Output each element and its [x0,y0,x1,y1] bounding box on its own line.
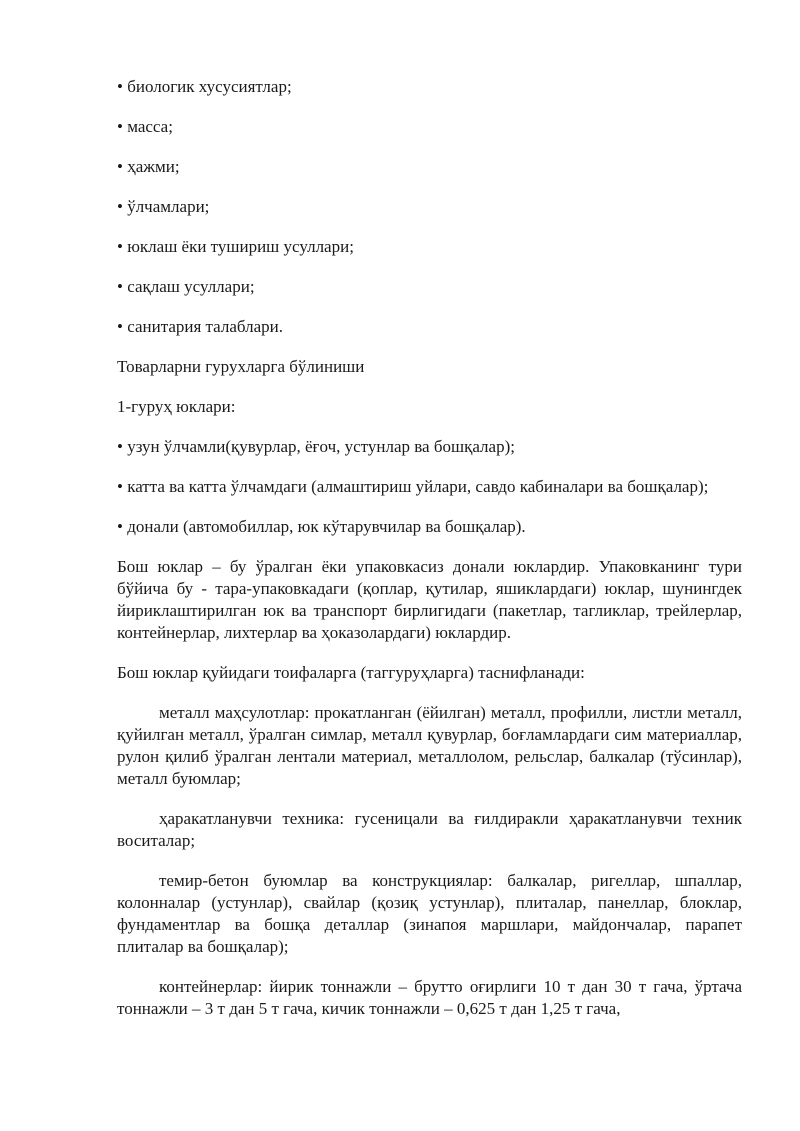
bullet-biological-properties: • биологик хусусиятлар; [117,77,292,96]
bullet-storage-methods: • сақлаш усуллари; [117,277,255,296]
bullet-piece-goods: • донали (автомобиллар, юк кўтарувчилар ва бошқалар). [117,517,526,536]
paragraph-containers: контейнерлар: йирик тоннажли – брутто оғирлиги 10 т дан 30 т гача, ўртача тоннажли – 3 т дан 5 т гача, кичик тоннажли – 0,625 т дан 1,25 т гача, [117,977,742,1018]
paragraph-reinforced-concrete: темир-бетон буюмлар ва конструкциялар: балкалар, ригеллар, шпаллар, колонналар (устунлар), свайлар (қозиқ устунлар), плиталар, панеллар, блоклар, фундаментлар ва бошқа деталлар (зинапоя маршлари, майдончалар, парапет плиталар ва бошқалар); [117,871,742,956]
section-heading: Товарларни гурухларга бўлиниши [117,357,365,376]
document-body [117,76,742,1038]
paragraph-classification: Бош юклар қуйидаги тоифаларга (таггуруҳларга) таснифланади: [117,663,585,682]
bullet-loading-methods: • юклаш ёки тушириш усуллари; [117,237,354,256]
paragraph-metal-products: металл маҳсулотлар: прокатланган (ёйилган) металл, профилли, листли металл, қуйилган металл, ўралган симлар, металл қувурлар, боғламлардаги сим материаллар, рулон қилиб ўралган лентали материал, металлолом, рельслар, балкалар (тўсинлар), металл буюмлар; [117,703,742,788]
bullet-large-goods: • катта ва катта ўлчамдаги (алмаштириш уйлари, савдо кабиналари ва бошқалар); [117,477,709,496]
bullet-sanitary-requirements: • санитария талаблари. [117,317,284,336]
bullet-long-goods: • узун ўлчамли(қувурлар, ёғоч, устунлар ва бошқалар); [117,437,515,456]
paragraph-bosh-yuklar: Бош юклар – бу ўралган ёки упаковкасиз донали юклардир. Упаковканинг тури бўйича бу - тара-упаковкадаги (қоплар, қутилар, яшиклардаги) юклар, шунингдек йириклаштирилган юк ва транспорт бирлигидаги (пакетлар, тагликлар, трейлерлар, контейнерлар, лихтерлар ва ҳоказолардаги) юклардир. [117,557,742,642]
group1-heading: 1-гуруҳ юклари: [117,397,236,416]
paragraph-moving-equipment: ҳаракатланувчи техника: гусеницали ва ғилдиракли ҳаракатланувчи техник воситалар; [117,809,742,850]
bullet-volume: • ҳажми; [117,157,180,176]
bullet-dimensions: • ўлчамлари; [117,197,210,216]
bullet-mass: • масса; [117,117,173,136]
